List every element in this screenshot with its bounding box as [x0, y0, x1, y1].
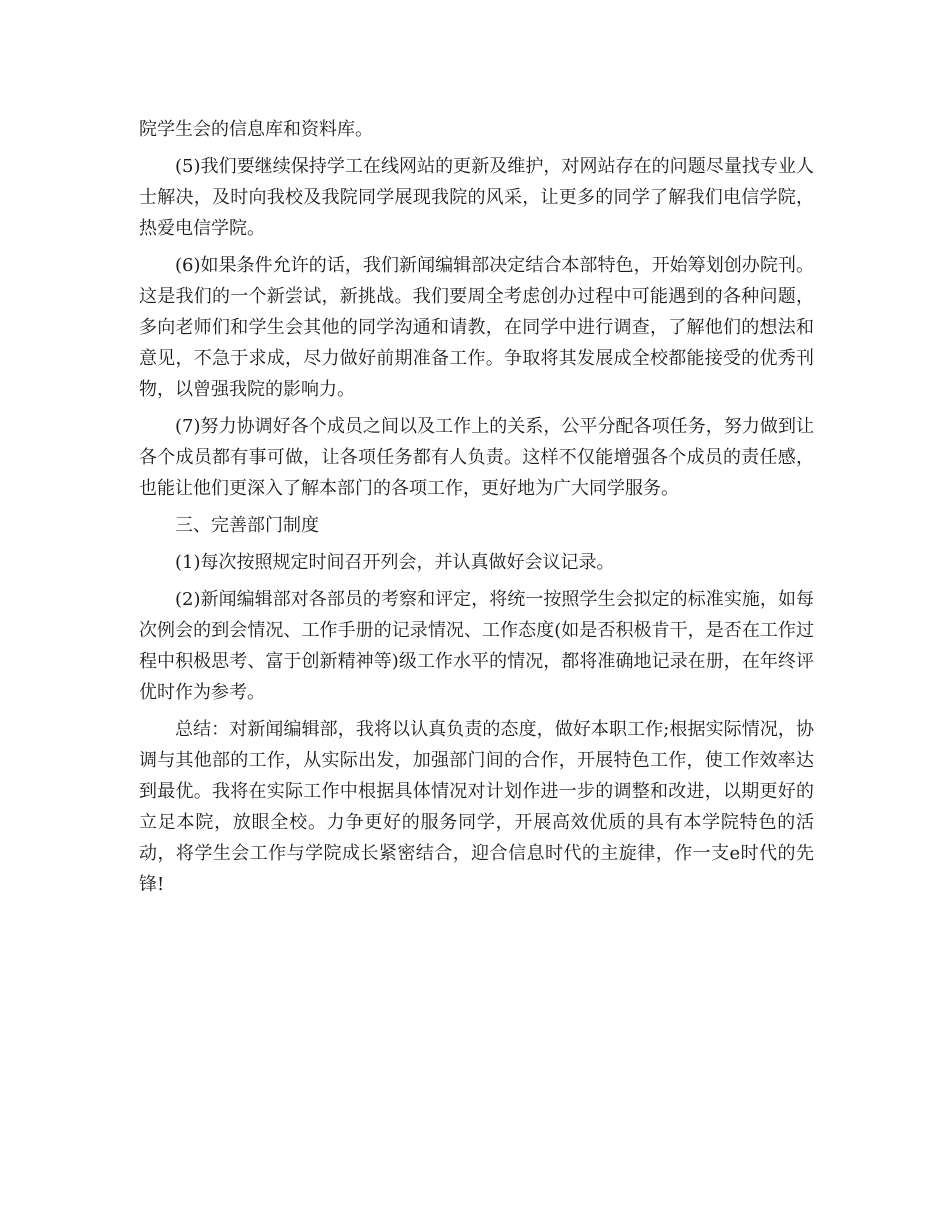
paragraph-item-7: (7)努力协调好各个成员之间以及工作上的关系，公平分配各项任务，努力做到让各个成员都有事可做，让各项任务都有人负责。这样不仅能增强各个成员的责任感，也能让他们更深入了解本部门的各项工作，更好地为广大同学服务。: [139, 416, 814, 499]
paragraph-item-5: (5)我们要继续保持学工在线网站的更新及维护，对网站存在的问题尽量找专业人士解决，及时向我校及我院同学展现我院的风采，让更多的同学了解我们电信学院，热爱电信学院。: [139, 156, 814, 239]
paragraph-rule-1: (1)每次按照规定时间召开列会，并认真做好会议记录。: [175, 552, 615, 573]
paragraph-summary: 总结：对新闻编辑部，我将以认真负责的态度，做好本职工作;根据实际情况，协调与其他部的工作，从实际出发，加强部门间的合作，开展特色工作，使工作效率达到最优。我将在实际工作中根据具体情况对计划作进一步的调整和改进，以期更好的立足本院，放眼全校。力争更好的服务同学，开展高效优质的具有本学院特色的活动，将学生会工作与学院成长紧密结合，迎合信息时代的主旋律，作一支e时代的先锋!: [139, 719, 814, 895]
paragraph-continuation: 院学生会的信息库和资料库。: [139, 119, 373, 140]
document-body: [139, 114, 814, 900]
paragraph-item-6: (6)如果条件允许的话，我们新闻编辑部决定结合本部特色，开始筹划创办院刊。这是我们的一个新尝试，新挑战。我们要周全考虑创办过程中可能遇到的各种问题，多向老师们和学生会其他的同学沟通和请教，在同学中进行调查，了解他们的想法和意见，不急于求成，尽力做好前期准备工作。争取将其发展成全校都能接受的优秀刊物，以曾强我院的影响力。: [139, 255, 814, 400]
paragraph-rule-2: (2)新闻编辑部对各部员的考察和评定，将统一按照学生会拟定的标准实施，如每次例会的到会情况、工作手册的记录情况、工作态度(如是否积极肯干，是否在工作过程中积极思考、富于创新精神等)级工作水平的情况，都将准确地记录在册，在年终评优时作为参考。: [139, 589, 814, 703]
section-heading-3: 三、完善部门制度: [175, 515, 319, 536]
